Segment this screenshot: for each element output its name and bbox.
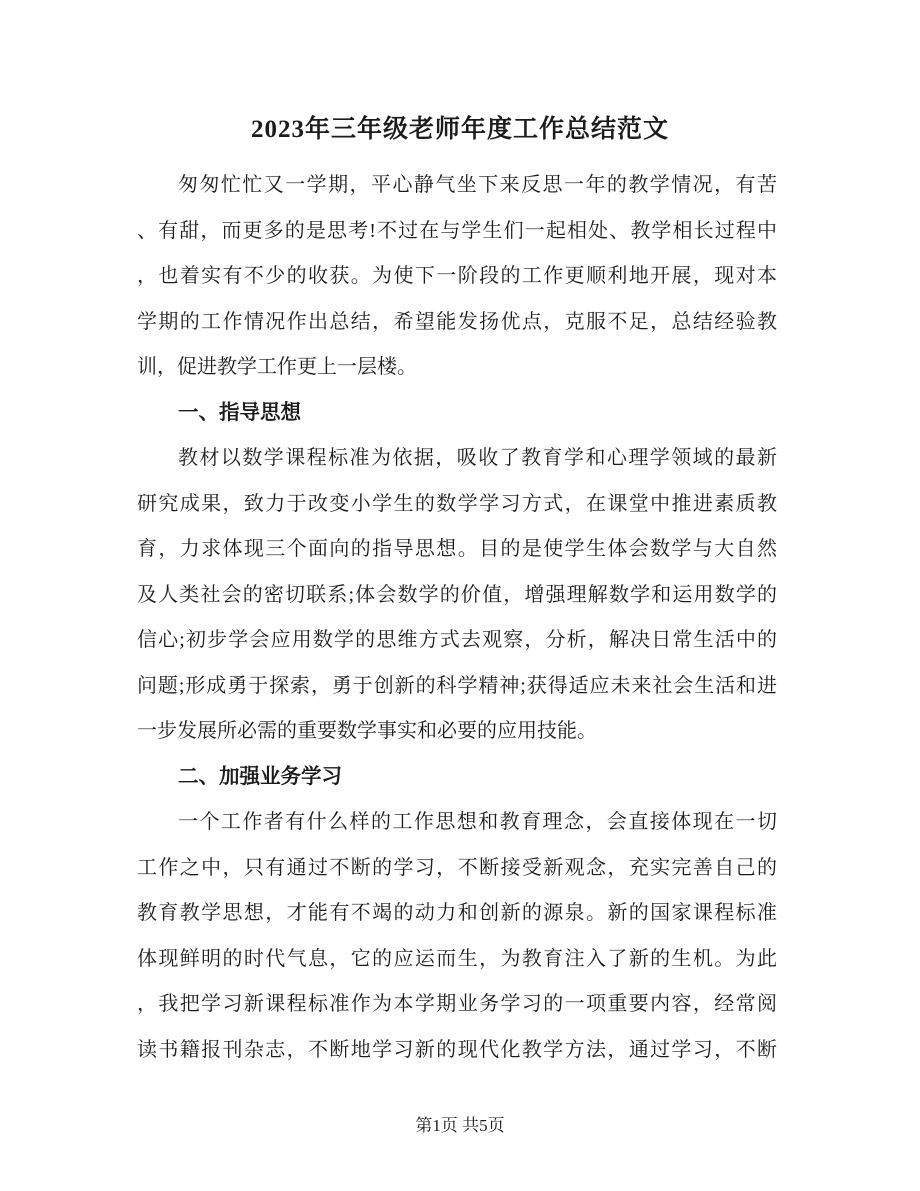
body-line: 训，促进教学工作更上一层楼。 — [137, 356, 417, 378]
body-line: 信心;初步学会应用数学的思维方式去观察，分析，解决日常生活中的 — [137, 629, 777, 651]
body-line: 一个工作者有什么样的工作思想和教育理念，会直接体现在一切 — [178, 811, 777, 833]
body-line: 体现鲜明的时代气息，它的应运而生，为教育注入了新的生机。为此 — [137, 947, 777, 970]
document-title: 2023年三年级老师年度工作总结范文 — [250, 116, 669, 143]
section-heading: 一、指导思想 — [178, 401, 301, 424]
body-line: 读书籍报刊杂志，不断地学习新的现代化教学方法，通过学习，不断 — [137, 1038, 777, 1061]
body-line: 匆匆忙忙又一学期，平心静气坐下来反思一年的教学情况，有苦 — [178, 174, 777, 196]
body-line: 及人类社会的密切联系;体会数学的价值，增强理解数学和运用数学的 — [137, 583, 777, 606]
section-heading: 二、加强业务学习 — [178, 765, 342, 788]
body-line: ，我把学习新课程标准作为本学期业务学习的一项重要内容，经常阅 — [137, 993, 777, 1015]
page-number-label: 第1页 共5页 — [415, 1116, 505, 1135]
body-line: 一步发展所必需的重要数学事实和必要的应用技能。 — [137, 720, 597, 742]
page-footer — [0, 1108, 920, 1144]
body-line: 问题;形成勇于探索，勇于创新的科学精神;获得适应未来社会生活和进 — [137, 674, 777, 697]
document-body — [137, 163, 777, 1073]
body-line: 学期的工作情况作出总结，希望能发扬优点，克服不足，总结经验教 — [137, 310, 777, 333]
body-line: 工作之中，只有通过不断的学习，不断接受新观念，充实完善自己的 — [137, 856, 777, 879]
body-line: 育，力求体现三个面向的指导思想。目的是使学生体会数学与大自然 — [137, 538, 777, 560]
body-line: 教育教学思想，才能有不竭的动力和创新的源泉。新的国家课程标准 — [137, 902, 777, 924]
body-line: ，也着实有不少的收获。为使下一阶段的工作更顺利地开展，现对本 — [137, 265, 777, 287]
body-line: 研究成果，致力于改变小学生的数学学习方式，在课堂中推进素质教 — [137, 492, 777, 515]
body-line: 教材以数学课程标准为依据，吸收了教育学和心理学领域的最新 — [178, 447, 777, 469]
body-line: 、有甜，而更多的是思考!不过在与学生们一起相处、教学相长过程中 — [137, 219, 777, 242]
